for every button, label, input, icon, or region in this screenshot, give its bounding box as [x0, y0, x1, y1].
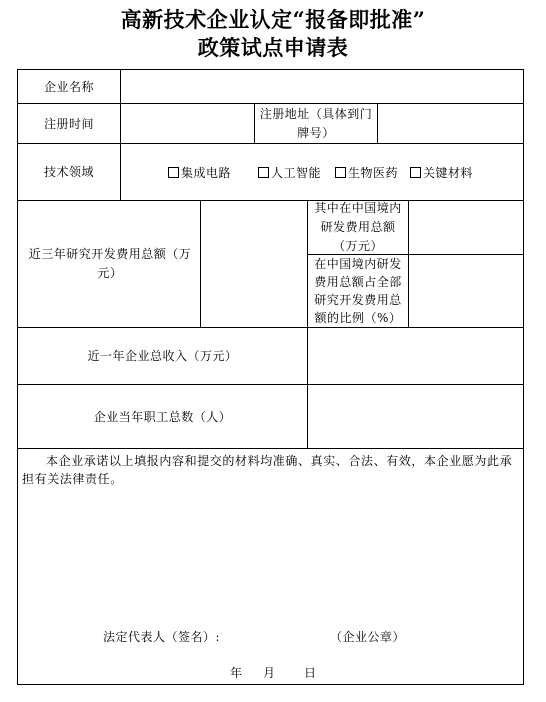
commitment-statement: 本企业承诺以上填报内容和提交的材料均准确、真实、合法、有效，本企业愿为此承担有关法律责任。: [22, 454, 513, 486]
employees-field[interactable]: [308, 385, 523, 448]
registration-address-label: 注册地址（具体到门牌号）: [259, 106, 373, 140]
revenue-label: 近一年企业总收入（万元）: [87, 349, 238, 363]
date-month-label: 月: [263, 666, 276, 680]
rd-total-label: 近三年研究开发费用总额（万元）: [28, 247, 192, 280]
registration-time-field[interactable]: [121, 104, 254, 143]
checkbox-icon[interactable]: [335, 167, 346, 178]
revenue-field[interactable]: [308, 328, 523, 384]
company-seal-label: （企业公章）: [330, 630, 406, 644]
rd-ratio-label: 在中国境内研发费用总额占全部研究开发费用总额的比例（%）: [314, 257, 402, 325]
rd-domestic-label: 其中在中国境内研发费用总额（万元）: [314, 201, 402, 253]
form-title: 高新技术企业认定“报备即批准”: [120, 7, 426, 32]
col-line: [254, 103, 255, 144]
tech-option-ai[interactable]: [258, 165, 321, 181]
registration-time-label: 注册时间: [43, 116, 94, 131]
tech-option-label: 集成电路: [181, 166, 232, 180]
date-year-label: 年: [230, 666, 243, 680]
table-border-right: [523, 69, 524, 685]
date-day-label: 日: [304, 666, 317, 680]
checkbox-icon[interactable]: [258, 167, 269, 178]
checkbox-icon[interactable]: [168, 167, 179, 178]
rd-domestic-field[interactable]: [409, 201, 523, 254]
tech-option-ic[interactable]: [168, 165, 231, 181]
legal-representative-signature-label: 法定代表人（签名）:: [103, 630, 221, 644]
company-name-field[interactable]: [121, 70, 523, 103]
tech-option-biomed[interactable]: [335, 165, 398, 181]
tech-option-materials[interactable]: [410, 165, 473, 181]
tech-option-label: 生物医药: [348, 166, 399, 180]
company-name-label: 企业名称: [43, 79, 94, 94]
tech-field-label: 技术领域: [43, 165, 94, 179]
rd-ratio-field[interactable]: [409, 255, 523, 327]
tech-option-label: 人工智能: [271, 166, 322, 180]
checkbox-icon[interactable]: [410, 167, 421, 178]
rd-total-field[interactable]: [201, 201, 307, 327]
form-subtitle: 政策试点申请表: [197, 35, 349, 60]
tech-option-label: 关键材料: [423, 166, 474, 180]
employees-label: 企业当年职工总数（人）: [93, 409, 232, 424]
table-border-bottom: [17, 684, 524, 685]
row-line: [17, 448, 524, 449]
registration-address-field[interactable]: [378, 104, 523, 143]
